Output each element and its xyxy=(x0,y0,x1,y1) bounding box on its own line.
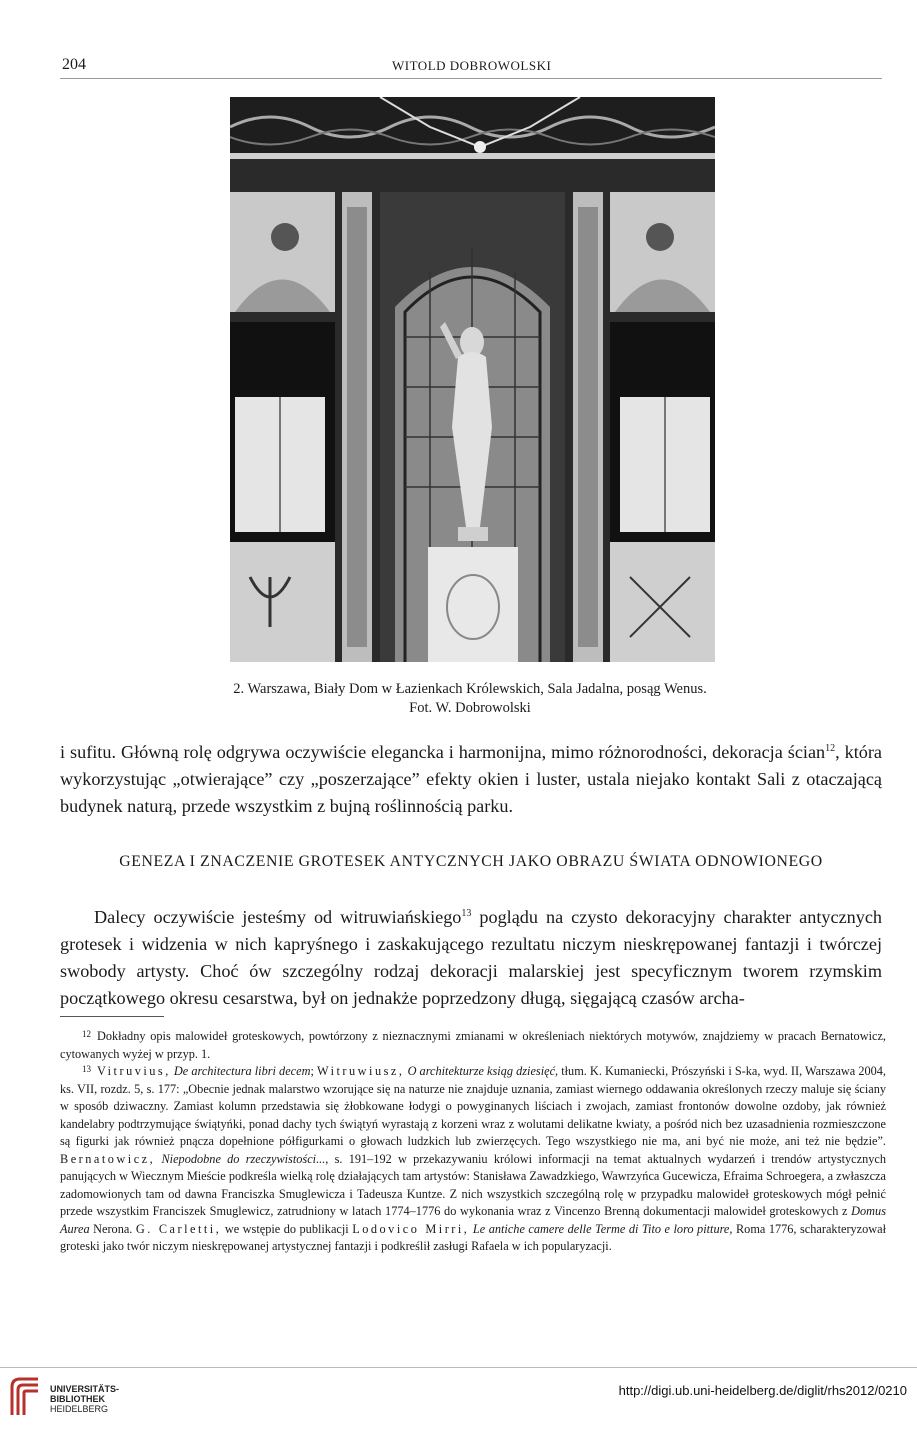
footnote-13-author-2: Witruwiusz, xyxy=(316,1064,405,1078)
source-url-link[interactable]: http://digi.ub.uni-heidelberg.de/diglit/rhs2012/0210 xyxy=(618,1383,907,1398)
paragraph-1 xyxy=(60,739,882,820)
section-heading: GENEZA I ZNACZENIE GROTESEK ANTYCZNYCH JAKO OBRAZU ŚWIATA ODNOWIONEGO xyxy=(119,853,823,870)
library-name-line-2: BIBLIOTHEK xyxy=(50,1394,105,1404)
footnote-13-title-1: De architectura libri decem xyxy=(173,1064,311,1078)
figure-photo xyxy=(230,97,715,662)
paragraph-1-text-b: , która wykorzystując „otwierające” czy „poszerzające” efekty okien i luster, ustala niejako kontakt Sali z otaczającą budynek naturą, przede wszystkim z bujną roślinnością parku. xyxy=(60,742,883,816)
figure-caption: 2. Warszawa, Biały Dom w Łazienkach Królewskich, Sala Jadalna, posąg Wenus. xyxy=(233,681,707,697)
running-head: WITOLD DOBROWOLSKI xyxy=(392,58,552,73)
header-rule xyxy=(60,78,882,79)
library-name[interactable] xyxy=(50,1384,119,1414)
footnote-13-text-5: , Roma 1776, scharakteryzował groteski jako twór niczym nieskrępowanej artystycznej fantazji i podkreślił zasługi Rafaela w ich popularyzacji. xyxy=(60,1221,887,1253)
footnote-13-author-4: G. Carletti, xyxy=(135,1221,222,1236)
paragraph-2-text-a: Dalecy oczywiście jesteśmy od witruwiańskiego xyxy=(94,907,462,927)
footnote-ref-13[interactable]: 13 xyxy=(461,907,472,919)
footnotes xyxy=(60,1028,886,1256)
footnote-13-text-2: , s. 191–192 w przekazywaniu królowi informacji na temat aktualnych wydarzeń i trendów artystycznych panujących w Wiecznym Mieście podkreśla wielką rolę działających tam artystów: Stanisława Zawadzkiego, Wawrzyńca Gucewicza, Efraima Schroegera, a zwłaszcza zadomowionych tam od dawna Franciszka Smuglewicza i Tadeusza Kuntze. Z nich wszystkich szczególną rolę w przypadku malowideł groteskowych mógł pełnić przede wszystkim Franciszek Smuglewicz, zatrudniony w latach 1774–1776 do wykonania wraz z Vincenzo Brenną dokumentacji malowideł groteskowych z xyxy=(60,1151,886,1218)
paragraph-2-text-b: poglądu na czysto dekoracyjny charakter antycznych grotesek i widzenia w nich kapryśnego i zaskakującego rezultatu niczym nieskrępowanej fantazji i twórczej swobody artysty. Choć ów szczególny rodzaj dekoracji malarskiej jest specyficznym tworem rzymskim początkowego okresu cesarstwa, był on jednakże poprzedzony długą, sięgającą czasów archa- xyxy=(60,907,882,1008)
footnote-13-sep: ; xyxy=(310,1064,314,1078)
footnote-13-title-4: Domus Aurea xyxy=(60,1204,886,1236)
figure-credit: Fot. W. Dobrowolski xyxy=(409,700,531,716)
footnote-13 xyxy=(60,1063,886,1256)
footnote-ref-12[interactable]: 12 xyxy=(825,742,836,754)
footnote-12 xyxy=(60,1028,886,1063)
footnote-12-text: Dokładny opis malowideł groteskowych, powtórzony z nieznacznymi zmianami w określeniach niektórych motywów, znajdziemy w pracach Bernatowicz, cytowanych wyżej w przyp. 1. xyxy=(60,1029,886,1061)
footnote-13-text-4: we wstępie do publikacji xyxy=(221,1221,349,1236)
library-name-line-3: HEIDELBERG xyxy=(50,1404,109,1414)
heidelberg-library-logo-icon[interactable] xyxy=(8,1375,42,1417)
footnote-12-number: 12 xyxy=(82,1029,91,1039)
footnote-rule xyxy=(60,1016,164,1017)
footnote-13-author-1: Vitruvius, xyxy=(97,1064,171,1078)
footnote-13-text-1: , tłum. K. Kumaniecki, Prószyński i S-ka, wyd. II, Warszawa 2004, ks. VII, rozdz. 5, s. 177: „Obecnie jednak malarstwo wzorujące się na naturze nie znajduje uznania, zamiast wiernego oddawania określonych rzeczy maluje się ściany w sposób dziwaczny. Zamiast kolumn przedstawia się żłobkowane łodygi o powyginanych liściach i zwojach, zamiast frontonów dowolne ozdoby, jak również kandelabry podtrzymujące świątyńki, ponad dachy tych świątyń wyrastają z korzeni wraz z wolutami delikatne kwiaty, a pośród nich bez uzasadnienia rozmieszczone są figurki jak również pnącza dopełnione półfigurkami o głowach ludzkich lub zwierzęcych. Tego wszystkiego nie ma, ani być nie może, ani też nie będzie”. xyxy=(60,1064,887,1148)
library-name-line-1: UNIVERSITÄTS- xyxy=(50,1384,120,1394)
paragraph-1-text-a: i sufitu. Główną rolę odgrywa oczywiście elegancka i harmonijna, mimo różnorodności, dekoracja ścian xyxy=(60,742,826,762)
page-number: 204 xyxy=(62,56,86,73)
footnote-13-author-3: Bernatowicz, xyxy=(60,1151,156,1166)
footnote-13-author-5: Lodovico Mirri, xyxy=(352,1221,470,1236)
paragraph-2 xyxy=(60,904,882,1012)
photo-illustration xyxy=(230,97,715,662)
footnote-13-text-3: Nerona. xyxy=(89,1221,133,1236)
footnote-13-title-3: Niepodobne do rzeczywistości... xyxy=(161,1151,326,1166)
footnote-13-number: 13 xyxy=(82,1064,91,1074)
footnote-13-title-5: Le antiche camere delle Terme di Tito e loro pitture xyxy=(472,1221,730,1236)
footnote-13-title-2: O architekturze ksiąg dziesięć xyxy=(407,1064,556,1078)
footer-rule xyxy=(0,1367,917,1368)
